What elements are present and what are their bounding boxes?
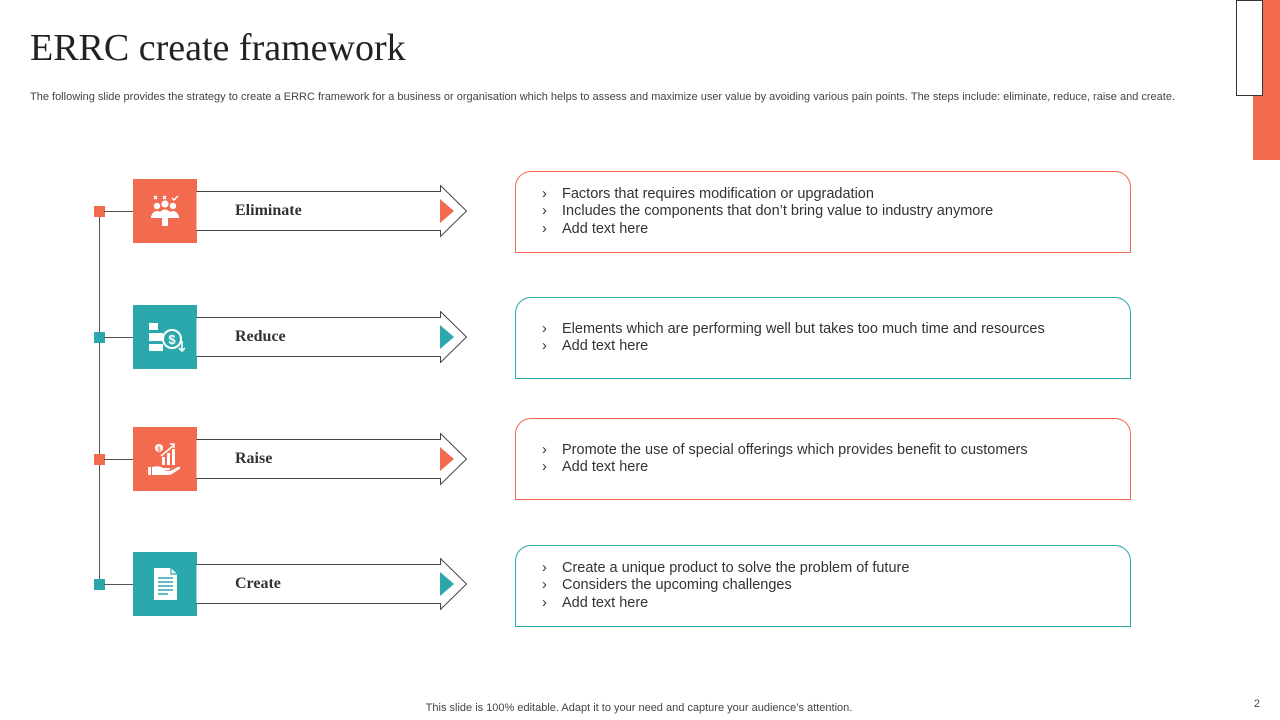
bullet-text: Add text here	[562, 338, 649, 354]
step-description-card	[515, 418, 1131, 500]
bullet-text: Promote the use of special offerings which provides benefit to customers	[562, 441, 1028, 458]
slide-subtitle: The following slide provides the strategy to create a ERRC framework for a business or organisation which helps to assess and maximize user value by avoiding various pain points. The steps include: eliminate, reduce, raise and create.	[30, 91, 1175, 103]
bullet-item	[542, 203, 1130, 221]
bullet-text: Factors that requires modification or upgradation	[562, 185, 874, 202]
bullet-item	[542, 459, 1130, 477]
bullet-list	[542, 186, 1130, 239]
chevron-right-icon: ›	[542, 559, 547, 576]
chevron-right-icon: ›	[542, 459, 547, 475]
chevron-right-icon: ›	[542, 594, 547, 611]
bullet-text: Elements which are performing well but takes too much time and resources	[562, 320, 1045, 337]
bullet-item	[542, 442, 1130, 460]
step-label: Raise	[235, 450, 273, 467]
bullet-text: Create a unique product to solve the problem of future	[562, 559, 910, 576]
footer-note: This slide is 100% editable. Adapt it to your need and capture your audience’s attention.	[425, 702, 853, 714]
bullet-item	[542, 221, 1130, 239]
step-icon-box	[133, 552, 197, 616]
step-description-card	[515, 171, 1131, 253]
bullet-item	[542, 595, 1130, 613]
chevron-right-icon: ›	[542, 338, 547, 354]
corner-outline-box	[1236, 0, 1263, 96]
bullet-list	[542, 560, 1130, 613]
step-description-card	[515, 297, 1131, 379]
bullet-text: Add text here	[562, 459, 649, 475]
chevron-right-icon: ›	[542, 203, 547, 220]
team-remove-icon	[145, 191, 185, 231]
bullet-text: Add text here	[562, 220, 649, 237]
document-icon	[145, 564, 185, 604]
bullet-list	[542, 442, 1130, 477]
timeline-connector	[104, 211, 134, 212]
bullet-item	[542, 560, 1130, 578]
step-icon-box	[133, 305, 197, 369]
chevron-right-icon: ›	[542, 577, 547, 594]
bullet-text: Add text here	[562, 594, 649, 611]
step-description-card	[515, 545, 1131, 627]
timeline-connector	[104, 459, 134, 460]
chevron-right-icon: ›	[542, 220, 547, 237]
hand-growth-icon	[145, 439, 185, 479]
bullet-item	[542, 338, 1130, 356]
bullet-item	[542, 577, 1130, 595]
slide-title: ERRC create framework	[30, 27, 406, 69]
step-label: Eliminate	[235, 202, 302, 219]
timeline-connector	[104, 337, 134, 338]
bullet-text: Includes the components that don’t bring value to industry anymore	[562, 203, 994, 220]
cost-reduction-icon	[145, 317, 185, 357]
bullet-text: Considers the upcoming challenges	[562, 577, 792, 594]
step-icon-box	[133, 427, 197, 491]
svg-text:$: $	[157, 447, 161, 453]
bullet-item	[542, 321, 1130, 339]
step-icon-box	[133, 179, 197, 243]
chevron-right-icon: ›	[542, 185, 547, 202]
chevron-right-icon: ›	[542, 320, 547, 337]
step-label: Reduce	[235, 328, 286, 345]
bullet-item	[542, 186, 1130, 204]
bullet-list	[542, 321, 1130, 356]
timeline-connector	[104, 584, 134, 585]
step-label: Create	[235, 575, 281, 592]
timeline-line	[99, 211, 100, 585]
chevron-right-icon: ›	[542, 441, 547, 458]
page-number: 2	[1253, 698, 1260, 710]
svg-text:$: $	[168, 332, 176, 347]
